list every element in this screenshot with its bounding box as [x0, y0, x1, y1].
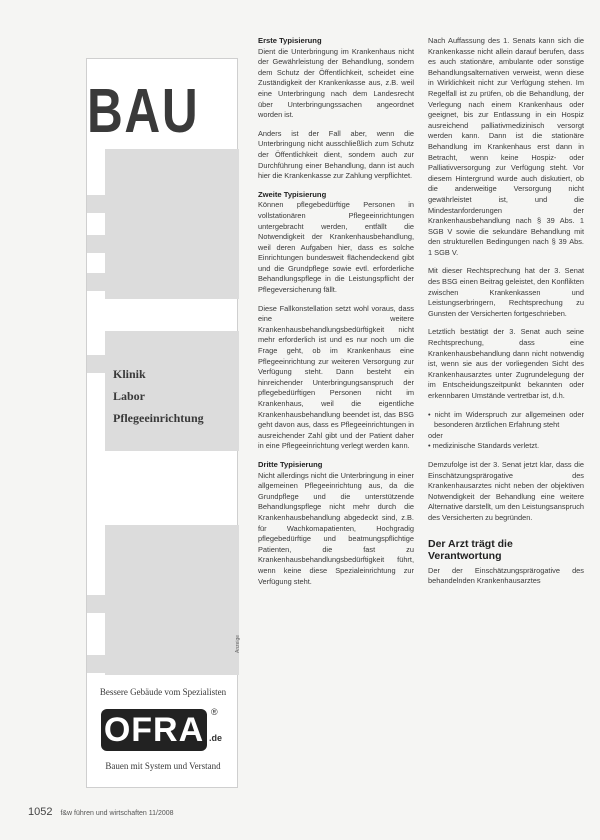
- ad-square: [87, 235, 105, 253]
- paragraph: Können pflegebedürftige Personen in vollstationären Pflegeeinrichtungen untergebracht werden, entfällt die Notwendigkeit der Krankenhausbehandlung, weil deren Aufgaben hier, dass es solche Einrichtungen bundesweit flächendeckend gibt und die Grundpflege sowie evtl. erforderliche Behandlungspflege in die Leistungspflicht der Pflegeversicherung fällt.: [258, 200, 414, 295]
- registered-mark: ®: [211, 707, 218, 717]
- paragraph: Nach Auffassung des 1. Senats kann sich die Krankenkasse nicht allein darauf berufen, dass es auch stationäre, ambulante oder sonstige Behandlungsalternativen verweist, wenn diese in Wirklichkeit nicht zur Verfügung stehen. Im Regelfall ist zu prüfen, ob die Behandlung, der Verlegung nach einem Krankenhaus oder geeignet, bis zur Entlassung in ein Hospiz ausreichend palliativmedizinisch versorgt werden kann. Dann ist die stationäre Behandlung im Krankenhaus erst dann in Betracht, wenn keine Hospiz- oder Palliativversorgung zur Verfügung steht. Vor diesem Hintergrund wurde auch diskutiert, ob die anderweitige Versorgung nicht gewährleistet ist, und die Mindestanforderungen der Krankenhausbehandlung nach § 39 Abs. 1 SGB V sowie die sekundäre Behandlung mit den strukturellen Bedingungen nach § 39 Abs. 1 SGB V.: [428, 36, 584, 257]
- ad-item: Labor: [113, 389, 146, 403]
- list-item: oder: [428, 430, 443, 440]
- ad-item: Klinik: [113, 367, 146, 381]
- list-item: • medizinische Standards verletzt.: [428, 441, 584, 452]
- criteria-list: [428, 410, 584, 452]
- paragraph: Letztlich bestätigt der 3. Senat auch seine Rechtsprechung, dass eine Krankenhausbehandlung dann nicht notwendig ist, wenn sie aus der vorliegenden Sicht des Krankenhausarztes unter Zugrundelegung der im Entscheidungszeitpunkt bekannten oder erkennbaren Umstände vertretbar ist, d.h.: [428, 327, 584, 400]
- paragraph: Dient die Unterbringung im Krankenhaus nicht der Gewährleistung der Behandlung, sondern dem Schutz der Öffentlichkeit, scheidet eine Zuständigkeit der Krankenkasse aus, z.B. weil eine Unterbringung nach dem Landesrecht über Unterbringungssachen angeordnet worden ist.: [258, 46, 414, 120]
- paragraph: Mit dieser Rechtsprechung hat der 3. Senat des BSG einen Beitrag geleistet, den Konflikten zwischen Krankenkassen und Leistungserbringern, Rechtsprechung zu Gunsten der Versicherten fortgeschrieben.: [428, 266, 584, 318]
- ad-item: Pflegeeinrichtung: [113, 411, 204, 425]
- ad-image-panel-top: [105, 149, 239, 299]
- ad-image-panel-bottom: [105, 525, 239, 675]
- paragraph: Demzufolge ist der 3. Senat jetzt klar, dass die Einschätzungsprärogative des Krankenhausarztes nicht neben der objektiven Notwendigkeit der Behandlung eine weitere Alternative darstellt, um den Leistungsanspruch des Versicherten zu begründen.: [428, 459, 584, 522]
- section-heading: Zweite Typisierung: [258, 189, 327, 199]
- section-heading: Dritte Typisierung: [258, 459, 323, 469]
- ad-item-list: [113, 363, 204, 429]
- ofra-logo: OFRA: [101, 709, 207, 751]
- paragraph: Der der Einschätzungsprärogative des behandelnden Krankenhausarztes: [428, 565, 584, 586]
- paragraph: Nicht allerdings nicht die Unterbringung in einer allgemeinen Pflegeeinrichtung aus, da die Grundpflege und die unterstützende Behandlungspflege nicht mehr durch die Krankenhausbehandlung abgedeckt sind, z.B. für Wachkomapatienten, Hochgradig pflegebedürftige und beatmungspflichtige Patienten, die fast zu Krankenhausbehandlungsbedürftigkeit führt, wenn keine diese Spezialeinrichtung zur Verfügung steht.: [258, 470, 414, 586]
- advertisement: [86, 58, 241, 788]
- article-column-2: [428, 36, 584, 595]
- paragraph: Anders ist der Fall aber, wenn die Unterbringung nicht ausschließlich zum Schutz der Öffentlichkeit dient, sondern auch zur Durchführung einer Behandlung, dann ist auch hier die Krankenkasse zur Zahlung verpflichtet.: [258, 128, 414, 181]
- page-number: 1052: [28, 806, 53, 818]
- ad-tagline: Bauen mit System und Verstand: [105, 761, 221, 771]
- list-item: • nicht im Widerspruch zur allgemeinen oder besonderen ärztlichen Erfahrung steht: [428, 410, 584, 431]
- ad-square: [87, 195, 105, 213]
- ad-slogan: Bessere Gebäude vom Spezialisten: [99, 687, 227, 697]
- ad-square: [87, 655, 105, 673]
- ad-square: [87, 355, 105, 373]
- section-heading: Erste Typisierung: [258, 36, 322, 45]
- publication-name: f&w führen und wirtschaften 11/2008: [60, 810, 174, 817]
- ad-square: [87, 595, 105, 613]
- page-footer: [28, 806, 174, 818]
- ad-domain-suffix: .de: [209, 733, 223, 743]
- ad-vertical-note: Anzeige: [235, 634, 241, 653]
- article-column-1: [258, 36, 414, 595]
- paragraph: Diese Fallkonstellation setzt wohl voraus, dass eine weitere Krankenhausbehandlungsbedürftigkeit nicht mehr erforderlich ist und es nur noch um die Frage geht, ob im Krankenhaus eine Pflegeeinrichtung zur weiteren Versorgung zur Verfügung steht. Dann besteht ein hinreichender Unterbringungsanspruch der pflegebedürftigen Personen nicht im Krankenhaus, weil die eigentliche Krankenhausbehandlung beendet ist, das BSG geht davon aus, dass es Pflegeeinrichtungen in ausreichender Zahl gibt und der Patient daher in eine Pflegeeinrichtung verlegt werden kann.: [258, 303, 414, 451]
- ad-square: [87, 273, 105, 291]
- section-heading: Der Arzt trägt die Verantwortung: [428, 537, 513, 562]
- ad-headline: BAU: [87, 77, 200, 146]
